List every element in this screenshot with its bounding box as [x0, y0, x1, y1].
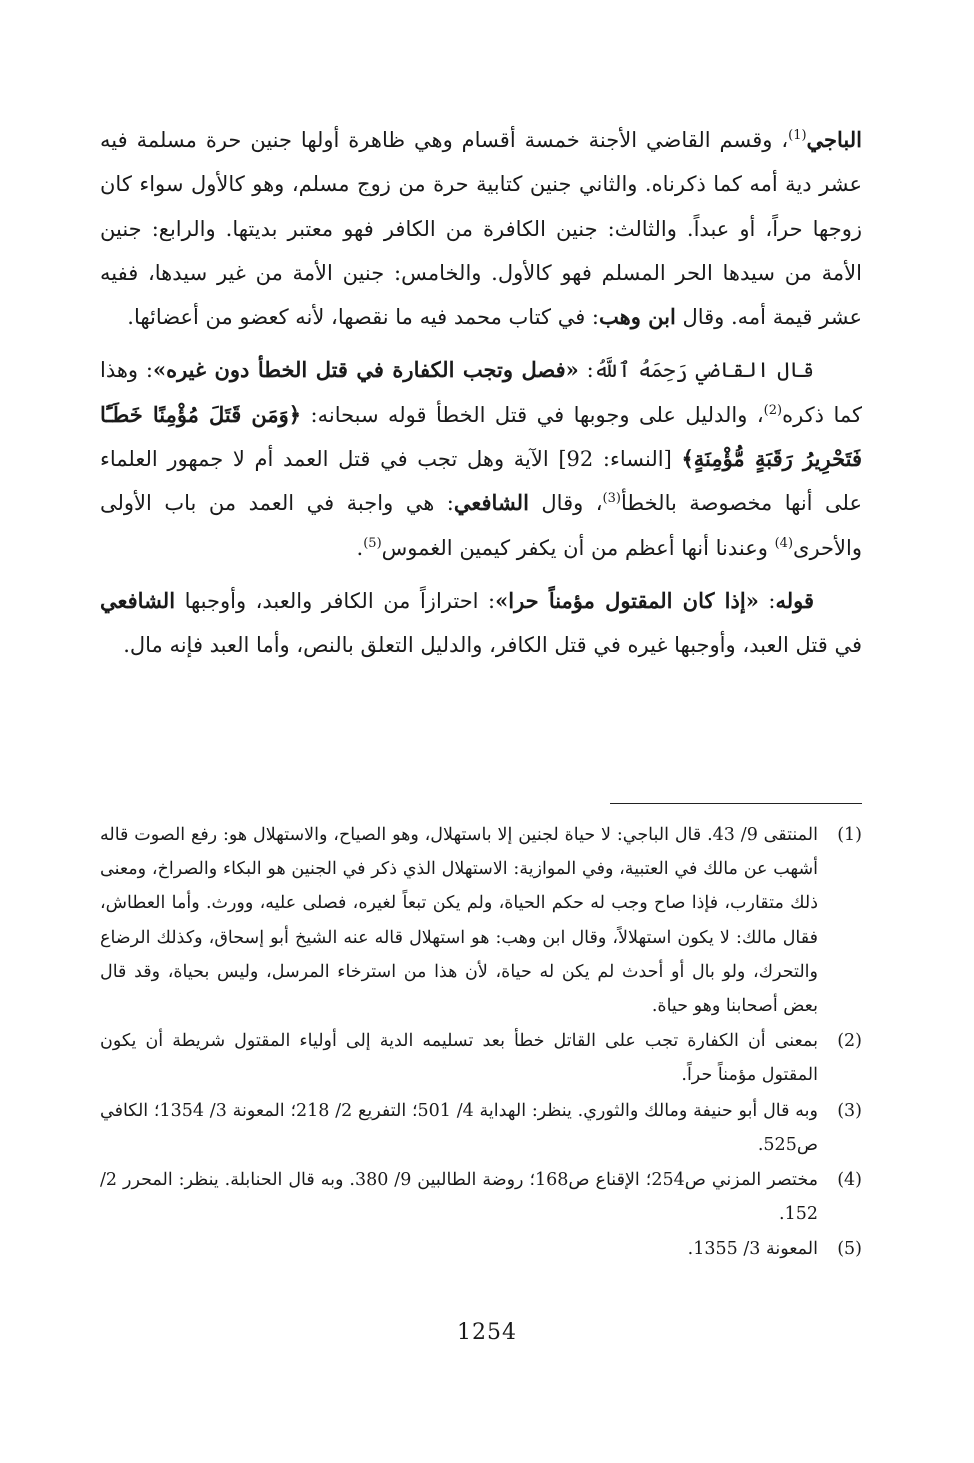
footnote-number: (2) [837, 1031, 862, 1052]
quran-verse: ﴿وَمَن قَتَلَ مُؤْمِنًا خَطَـًٔا فَتَحْرِيرُ رَقَبَةٍ مُّؤْمِنَةٍ﴾ [100, 401, 862, 472]
footnote-ref-4[interactable]: (4) [774, 535, 794, 551]
page-number: 1254 [457, 1320, 517, 1345]
footnote-text: المعونة 3/ 1355. [687, 1239, 818, 1260]
footnote-1 [100, 818, 862, 1023]
footnote-text: بمعنى أن الكفارة تجب على القاتل خطأ بعد تسليمه الدية إلى أولياء المقتول شريطة أن يكون المقتول مؤمناً حراً. [100, 1031, 818, 1086]
footnote-text: المنتقى 9/ 43. قال الباجي: لا حياة لجنين إلا باستهلال، وهو الصياح، والاستهلال هو: رفع الصوت قاله أشهب عن مالك في العتبية، وفي الموازية: الاستهلال الذي ذكر في الجنين هو البكاء والصراخ، ومعنى ذلك متقارب، فإذا صاح وجب له حكم الحياة، ولم يكن تبعاً لغيره، فصلى عليه، وورث. وأما العطاش، فقال مالك: لا يكون استهلالاً، وقال ابن وهب: هو استهلال قاله عنه الشيخ أبو إسحاق، وكذلك الرضاع والتحرك، ولو بال أو أحدث لم يكن له حياة، لأن هذا من استرخاء المرسل، وليس بحياة، وقد قال بعض أصحابنا وهو حياة. [100, 825, 818, 1017]
paragraph-1-text-end: : في كتاب محمد فيه ما نقصها، لأنه كعضو من أعضائها. [127, 305, 599, 330]
paragraph-3-text-a: : احترازاً من الكافر والعبد، وأوجبها [175, 588, 496, 613]
paragraph-2-text-e: وعندنا أنها أعظم من أن يكفر كيمين الغموس [381, 535, 775, 560]
footnote-ref-5[interactable]: (5) [363, 535, 382, 551]
paragraph-2-text-d: : هي واجبة في العمد من باب الأولى والأحرى [100, 491, 862, 560]
footnote-ref-1[interactable]: (1) [788, 128, 807, 143]
quoted-phrase: «إذا كان المقتول مؤمناً حرا» [495, 587, 759, 613]
bold-name-ibn-wahb: ابن وهب [599, 304, 676, 330]
paragraph-2-text-c: ، وقال [528, 491, 603, 516]
paragraph-2-text-a: ، والدليل على وجوبها في قتل الخطأ قوله سبحانه: [301, 402, 764, 427]
footnote-text: وبه قال أبو حنيفة ومالك والثوري. ينظر: الهداية 4/ 501؛ التفريع 2/ 218؛ المعونة 3/ 1354؛ الكافي ص525. [100, 1100, 818, 1155]
footnote-ref-3[interactable]: (3) [602, 491, 621, 507]
footnote-number: (1) [837, 825, 862, 845]
footnote-ref-2[interactable]: (2) [763, 402, 783, 418]
paragraph-3-text-b: في قتل العبد، وأوجبها غيره في قتل الكافر، والدليل التعلق بالنص، وأما العبد فإنه مال. [123, 633, 862, 658]
bold-name-shafii-2: الشافعي [100, 587, 176, 613]
main-text [100, 118, 862, 668]
bold-qawluh: قوله [775, 587, 814, 613]
footnote-number: (5) [837, 1239, 862, 1260]
footnote-text: مختصر المزني ص254؛ الإقناع ص168؛ روضة الطالبين 9/ 380. وبه قال الحنابلة. ينظر: المحرر 2/ 152. [100, 1170, 818, 1225]
footnote-separator [610, 803, 862, 804]
paragraph-3-colon: : [758, 588, 776, 613]
footnote-2 [100, 1024, 862, 1092]
quoted-heading: «فصل وتجب الكفارة في قتل الخطأ دون غيره» [152, 357, 579, 383]
footnote-5 [100, 1232, 862, 1266]
paragraph-2-text-f: . [356, 535, 364, 560]
footnote-3 [100, 1094, 862, 1162]
paragraph-3 [100, 579, 862, 668]
bold-name-shafii: الشافعي [453, 490, 529, 516]
bold-name-albaji: الباجي [806, 127, 862, 152]
paragraph-2-intro: قال القاضي رَحِمَهُ ٱللَّهُ: [578, 358, 815, 383]
paragraph-1-text: ، وقسم القاضي الأجنة خمسة أقسام وهي ظاهرة أولها جنين حرة مسلمة فيه عشر دية أمه كما ذكرناه. والثاني جنين كتابية حرة من زوج مسلم، وهو كالأول سواء كان زوجها حراً، أو عبداً. والثالث: جنين الكافرة من الكافر فهو معتبر بديتها. والرابع: جنين الأمة من سيدها الحر المسلم فهو كالأول. والخامس: جنين الأمة من غير سيدها، ففيه عشر قيمة أمه. وقال [100, 128, 862, 330]
footnote-number: (3) [837, 1100, 862, 1121]
paragraph-1 [100, 118, 862, 339]
paragraph-2-text-b: [النساء: 92] الآية وهل تجب في قتل العمد أم لا جمهور العلماء على أنها مخصوصة بالخطأ [100, 447, 863, 516]
paragraph-2 [100, 348, 862, 569]
footnote-number: (4) [837, 1170, 862, 1191]
footnote-4 [100, 1163, 862, 1231]
paragraph-2-after-quote: : وهذا كما ذكره [100, 358, 863, 427]
footnotes [100, 818, 862, 1268]
